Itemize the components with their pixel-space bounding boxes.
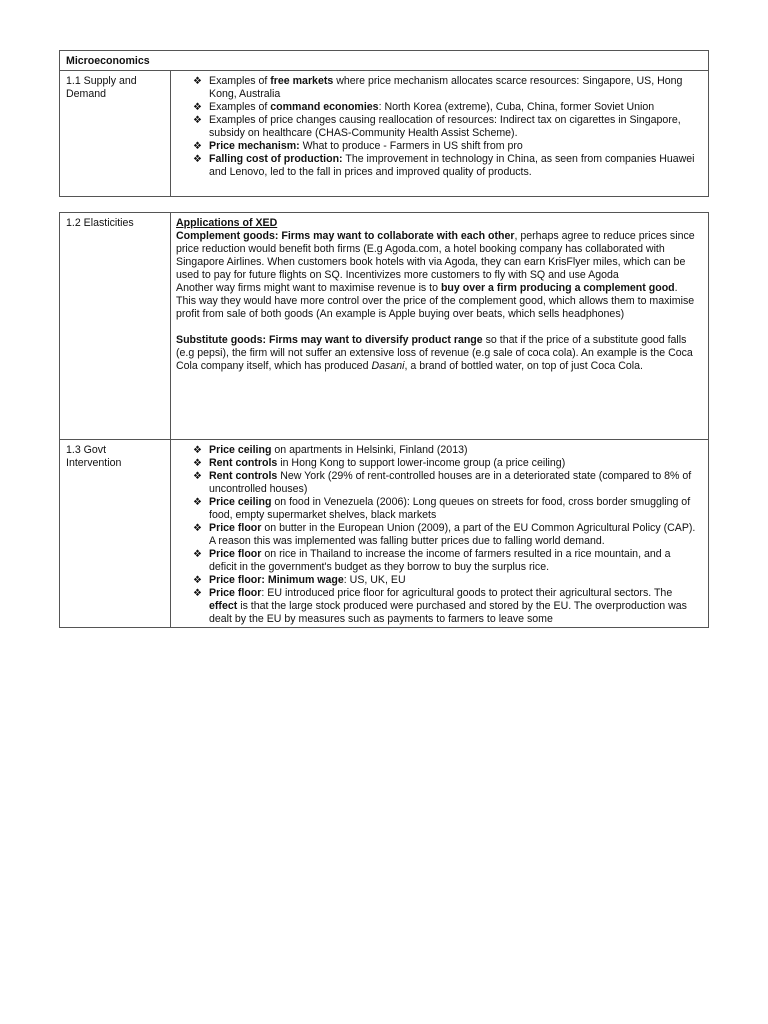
item-text: where price mechanism allocates scarce resources: Singapore, US, Hong Kong, Australia [209,75,683,100]
diamond-bullet-icon: ❖ [193,76,202,87]
bullet-list [171,444,700,626]
item-text: on apartments in Helsinki, Finland (2013) [271,444,468,456]
list-item [193,470,700,496]
item-text: : North Korea (extreme), Cuba, China, former Soviet Union [378,101,655,113]
row-label-elasticities: 1.2 Elasticities [60,213,171,439]
row-label-govt-intervention: 1.3 Govt Intervention [60,440,171,627]
item-bold: Price mechanism: [209,140,300,152]
item-text: : US, UK, EU [343,574,406,586]
table-row-1-2 [60,213,708,439]
row-content-govt-intervention [171,440,708,627]
buyover-bold: buy over a firm producing a complement good [440,282,675,294]
item-text: What to produce - Farmers in US shift from pro [299,140,523,152]
row-label-supply-demand: 1.1 Supply and Demand [60,71,171,196]
diamond-bullet-icon: ❖ [193,497,202,508]
substitute-lead: Substitute goods: [176,334,269,346]
item-bold: Rent controls [209,470,278,482]
bullet-list [171,75,700,179]
table-microeconomics [59,50,709,197]
complement-lead: Complement goods: Firms may want to collaborate with each other [176,230,515,242]
item-text: Examples of [209,75,271,87]
buyover-text: . This way they would have more control over the price of the complement good, which allows them to maximise profit from sale of both goods (An example is Apple buying over beats, which sells headphones) [176,282,695,320]
item-bold: Rent controls [209,457,278,469]
buyover-paragraph [176,282,700,321]
list-item [193,548,700,574]
diamond-bullet-icon: ❖ [193,102,202,113]
diamond-bullet-icon: ❖ [193,523,202,534]
substitute-bold: Firms may want to diversify product range [268,334,483,346]
item-bold: Price ceiling [209,496,272,508]
item-bold: Price floor [209,522,262,534]
substitute-paragraph [176,334,700,373]
dasani-text: Dasani [371,360,405,372]
diamond-bullet-icon: ❖ [193,588,202,599]
substitute-end: , a brand of bottled water, on top of just Coca Cola. [404,360,643,372]
diamond-bullet-icon: ❖ [193,549,202,560]
item-bold: Price floor: Minimum wage [209,574,344,586]
list-item [193,101,700,114]
diamond-bullet-icon: ❖ [193,115,202,126]
buyover-pre: Another way firms might want to maximise revenue is to [176,282,441,294]
table-elasticities-intervention [59,212,709,628]
item-text: on rice in Thailand to increase the income of farmers resulted in a rice mountain, and a deficit in the government's budget as they borrow to buy the surplus rice. [209,548,671,573]
item-bold: Price ceiling [209,444,272,456]
row-content-supply-demand [171,71,708,196]
item-bold: effect [209,600,238,612]
xed-heading: Applications of XED [176,217,278,229]
item-text: is that the large stock produced were purchased and stored by the EU. The overproduction was dealt by the EU by measures such as payments to farmers to leave some [209,600,687,625]
item-text: Examples of [209,101,271,113]
item-text: Examples of price changes causing reallocation of resources: Indirect tax on cigarettes in Singapore, subsidy on healthcare (CHAS-Community Health Assist Scheme). [209,114,681,139]
row-content-elasticities [171,213,708,439]
diamond-bullet-icon: ❖ [193,154,202,165]
list-item [193,496,700,522]
complement-text: , perhaps agree to reduce prices since price reduction would benefit both firms (E.g Agoda.com, a hotel booking company has collaborated with Singapore Airlines. When customers book hotels with via Agoda, they can earn KrisFlyer miles, which can be used to pay for future flights on SQ. Incentivizes more customers to fly with SQ and use Agoda [176,230,695,281]
diamond-bullet-icon: ❖ [193,575,202,586]
complement-paragraph [176,230,700,282]
list-item [193,587,700,626]
list-item [193,574,700,587]
list-item [193,75,700,101]
item-text: New York (29% of rent-controlled houses are in a deteriorated state (compared to 8% of uncontrolled houses) [209,470,692,495]
item-bold: free markets [270,75,334,87]
section-title: Microeconomics [60,51,708,71]
list-item [193,457,700,470]
diamond-bullet-icon: ❖ [193,458,202,469]
item-bold: command economies [270,101,379,113]
item-bold: Price floor [209,587,262,599]
list-item [193,522,700,548]
table-row-1-1 [60,71,708,196]
item-bold: Price floor [209,548,262,560]
item-text: The improvement in technology in China, as seen from companies Huawei and Lenovo, led to the fall in prices and improved quality of products. [209,153,695,178]
list-item [193,114,700,140]
diamond-bullet-icon: ❖ [193,141,202,152]
substitute-text: so that if the price of a substitute good falls (e.g pepsi), the firm will not suffer an extensive loss of revenue (e.g sale of coca cola). An example is the Coca Cola company itself, which has produced [176,334,693,372]
item-text: : EU introduced price floor for agricultural goods to protect their agricultural sectors. The [261,587,673,599]
item-text: in Hong Kong to support lower-income group (a price ceiling) [277,457,566,469]
diamond-bullet-icon: ❖ [193,445,202,456]
item-text: on butter in the European Union (2009), a part of the EU Common Agricultural Policy (CAP). A reason this was implemented was falling butter prices due to falling world demand. [209,522,696,547]
table-row-1-3 [60,439,708,627]
item-bold: Falling cost of production: [209,153,343,165]
list-item [193,153,700,179]
diamond-bullet-icon: ❖ [193,471,202,482]
item-text: on food in Venezuela (2006): Long queues on streets for food, cross border smuggling of food, empty supermarket shelves, black markets [209,496,691,521]
list-item [193,140,700,153]
list-item [193,444,700,457]
